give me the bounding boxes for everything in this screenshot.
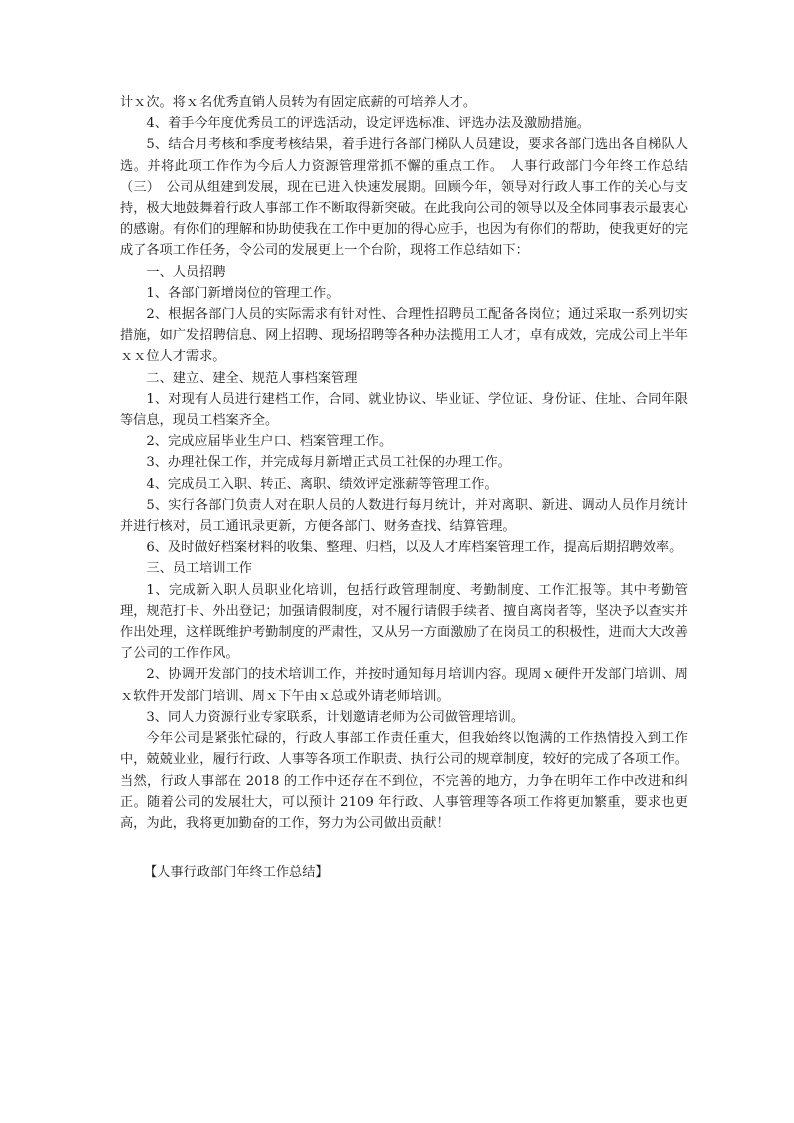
- paragraph: 1、各部门新增岗位的管理工作。: [146, 285, 340, 301]
- paragraph: 6、及时做好档案材料的收集、整理、归档，以及人才库档案管理工作，提高后期招聘效率。: [146, 540, 683, 556]
- paragraph: 2、协调开发部门的技术培训工作，并按时通知每月培训内容。现周ｘ硬件开发部门培训、周ｘ软件开发部门培训、周ｘ下午由ｘ总或外请老师培训。: [120, 667, 688, 704]
- paragraph: 3、办理社保工作，并完成每月新增正式员工社保的办理工作。: [146, 455, 511, 471]
- paragraph: 1、完成新入职人员职业化培训，包括行政管理制度、考勤制度、工作汇报等。其中考勤管理，规范打卡、外出登记；加强请假制度，对不履行请假手续者、擅自离岗者等，坚决予以查实并作出处理，这样既维护考勤制度的严肃性，又从另一方面激励了在岗员工的积极性，进而大大改善了公司的工作作风。: [120, 582, 688, 662]
- paragraph: 5、结合月考核和季度考核结果，着手进行各部门梯队人员建设，要求各部门选出各自梯队人选。并将此项工作作为今后人力资源管理常抓不懈的重点工作。 人事行政部门今年终工作总结（三） 公司从组建到发展，现在已进入快速发展期。回顾今年，领导对行政人事工作的关心与支持，极大地鼓舞着行政人事部工作不断取得新突破。在此我向公司的领导以及全体同事表示最衷心的感谢。有你们的理解和协助使我在工作中更加的得心应手，也因为有你们的帮助，使我更好的完成了各项工作任务，令公司的发展更上一个台阶，现将工作总结如下：: [120, 137, 688, 259]
- paragraph: 2、根据各部门人员的实际需求有针对性、合理性招聘员工配备各岗位；通过采取一系列切实措施，如广发招聘信息、网上招聘、现场招聘等各种办法揽用工人才，卓有成效，完成公司上半年ｘｘ位人才需求。: [120, 307, 688, 365]
- paragraph: 3、同人力资源行业专家联系，计划邀请老师为公司做管理培训。: [146, 709, 525, 725]
- document-body: [120, 92, 688, 834]
- section-heading: 三、员工培训工作: [146, 561, 252, 577]
- paragraph: 计ｘ次。将ｘ名优秀直销人员转为有固定底薪的可培养人才。: [120, 95, 477, 110]
- paragraph: 2、完成应届毕业生户口、档案管理工作。: [146, 434, 393, 450]
- paragraph: 今年公司是紧张忙碌的，行政人事部工作责任重大，但我始终以饱满的工作热情投入到工作中，兢兢业业，履行行政、人事等各项工作职责、执行公司的规章制度，较好的完成了各项工作。当然，行政人事部在 2018 的工作中还存在不到位，不完善的地方，力争在明年工作中改进和纠正。随着公司的发展壮大，可以预计 2109 年行政、人事管理等各项工作将更加繁重，要求也更高，为此，我将更加勤奋的工作，努力为公司做出贡献！: [120, 731, 688, 831]
- paragraph: 1、对现有人员进行建档工作，合同、就业协议、毕业证、学位证、身份证、住址、合同年限等信息，现员工档案齐全。: [120, 391, 688, 429]
- paragraph: 4、完成员工入职、转正、离职、绩效评定涨薪等管理工作。: [146, 476, 498, 492]
- paragraph: 5、实行各部门负责人对在职人员的人数进行每月统计，并对离职、新进、调动人员作月统计并进行核对，员工通讯录更新，方便各部门、财务查找、结算管理。: [120, 497, 688, 535]
- paragraph: 4、着手今年度优秀员工的评选活动，设定评选标准、评选办法及激励措施。: [146, 116, 590, 132]
- section-heading: 二、建立、建全、规范人事档案管理: [146, 370, 358, 386]
- section-heading: 一、人员招聘: [146, 264, 226, 280]
- document-footer-title: 【人事行政部门年终工作总结】: [144, 865, 329, 880]
